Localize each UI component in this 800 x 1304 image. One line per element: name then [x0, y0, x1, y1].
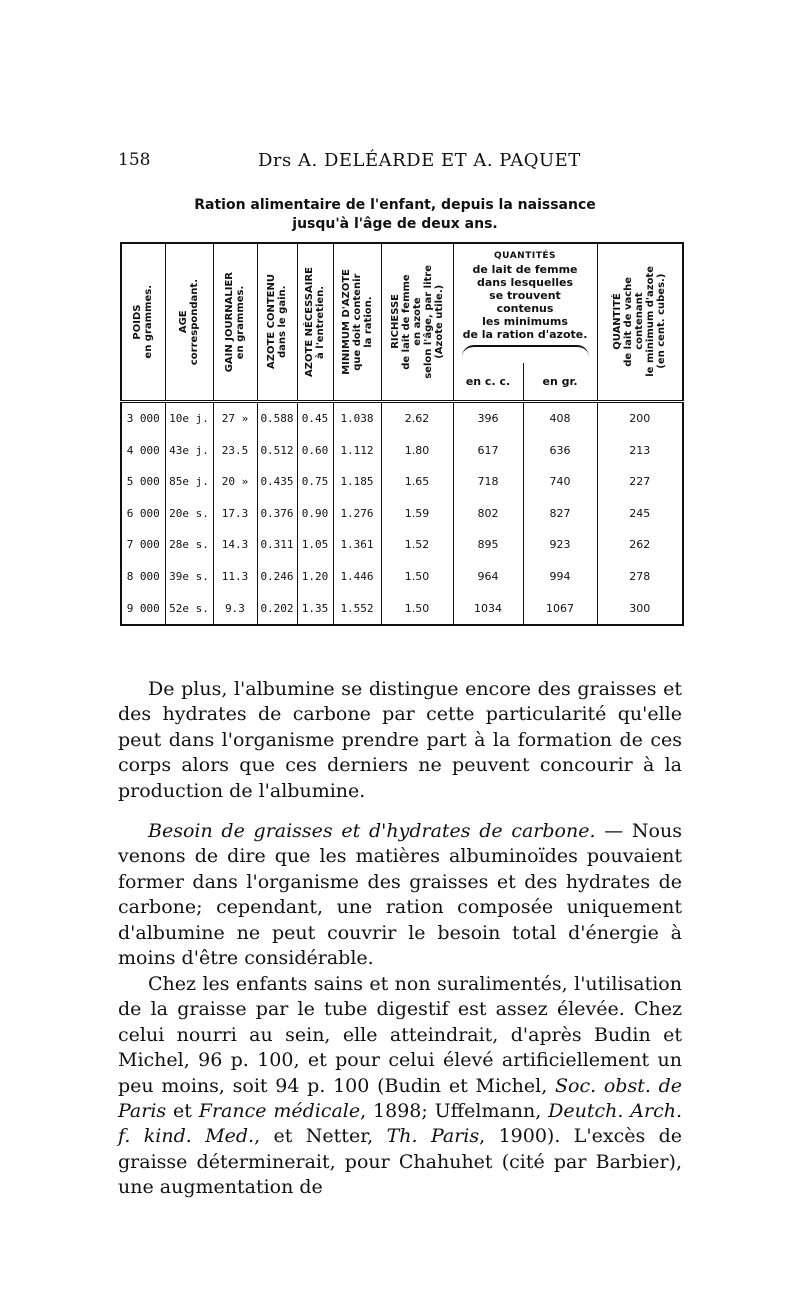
table-cell: 1.112 — [333, 434, 381, 466]
table-cell: 52e s. — [165, 592, 213, 625]
table-cell: 1034 — [453, 592, 523, 625]
caption-line-2: jusqu'à l'âge de deux ans. — [292, 216, 498, 232]
table-cell: 7 000 — [121, 529, 165, 561]
table-cell: 28e s. — [165, 529, 213, 561]
table-cell: 5 000 — [121, 466, 165, 498]
table-row — [121, 498, 683, 530]
table-cell: 1.361 — [333, 529, 381, 561]
table-cell: 1.552 — [333, 592, 381, 625]
table-cell: 23.5 — [213, 434, 257, 466]
table-cell: 27 » — [213, 401, 257, 434]
table-cell: 0.75 — [297, 466, 333, 498]
table-cell: 0.588 — [257, 401, 297, 434]
table-cell: 227 — [597, 466, 683, 498]
table-cell: 1.35 — [297, 592, 333, 625]
table-cell: 1.52 — [381, 529, 453, 561]
col-header-poids: POIDS en grammes. — [121, 243, 165, 401]
table-cell: 0.246 — [257, 561, 297, 593]
table-cell: 6 000 — [121, 498, 165, 530]
table-cell: 0.512 — [257, 434, 297, 466]
table-cell: 39e s. — [165, 561, 213, 593]
table-cell: 20e s. — [165, 498, 213, 530]
table-cell: 1.038 — [333, 401, 381, 434]
col-header-azote-contenu: AZOTE CONTENU dans le gain. — [257, 243, 297, 401]
col-group-quantites: QUANTITÉS de lait de femme dans lesquelles se trouvent contenus les minimums de la ration d'azote. — [453, 243, 597, 363]
table-cell: 262 — [597, 529, 683, 561]
table-cell: 636 — [523, 434, 597, 466]
table-cell: 4 000 — [121, 434, 165, 466]
table-cell: 994 — [523, 561, 597, 593]
table-cell: 0.90 — [297, 498, 333, 530]
table-row — [121, 592, 683, 625]
col-header-age: AGE correspondant. — [165, 243, 213, 401]
running-head: Drs A. DELÉARDE ET A. PAQUET — [258, 150, 581, 171]
table-cell: 1.276 — [333, 498, 381, 530]
table-cell: 0.202 — [257, 592, 297, 625]
table-cell: 14.3 — [213, 529, 257, 561]
table-cell: 802 — [453, 498, 523, 530]
paragraph-besoin-graisses: Besoin de graisses et d'hydrates de carbone. — Nous venons de dire que les matières albuminoïdes pouvaient former dans l'organisme des graisses et des hydrates de carbone; cependant, une ration composée uniquement d'albumine ne peut couvrir le besoin total d'énergie à moins d'être considérable. — [118, 820, 682, 970]
table-cell: 0.376 — [257, 498, 297, 530]
table-cell: 740 — [523, 466, 597, 498]
sub-header-gr: en gr. — [523, 363, 597, 401]
table-cell: 0.45 — [297, 401, 333, 434]
table-cell: 9 000 — [121, 592, 165, 625]
page-header — [118, 150, 688, 174]
ration-table — [120, 242, 682, 626]
table-row — [121, 561, 683, 593]
table-cell: 617 — [453, 434, 523, 466]
table-cell: 20 » — [213, 466, 257, 498]
table-row — [121, 529, 683, 561]
table-cell: 0.311 — [257, 529, 297, 561]
table-cell: 43e j. — [165, 434, 213, 466]
paragraph-albumine: De plus, l'albumine se distingue encore des graisses et des hydrates de carbone par cette particularité qu'elle peut dans l'organisme prendre part à la formation de ces corps alors que ces derniers ne peuvent concourir à la production de l'albumine. — [118, 678, 682, 802]
table-body — [121, 401, 683, 625]
table-cell: 200 — [597, 401, 683, 434]
table-cell: 923 — [523, 529, 597, 561]
table-row — [121, 434, 683, 466]
table-caption — [150, 196, 640, 234]
table-cell: 278 — [597, 561, 683, 593]
table-cell: 9.3 — [213, 592, 257, 625]
table-cell: 2.62 — [381, 401, 453, 434]
table-cell: 300 — [597, 592, 683, 625]
table-cell: 1.50 — [381, 592, 453, 625]
table-cell: 17.3 — [213, 498, 257, 530]
table-cell: 213 — [597, 434, 683, 466]
table-cell: 11.3 — [213, 561, 257, 593]
caption-line-1: Ration alimentaire de l'enfant, depuis la naissance — [194, 197, 596, 213]
col-header-minimum-azote: MINIMUM D'AZOTE que doit contenir la ration. — [333, 243, 381, 401]
col-header-richesse: RICHESSE de lait de femme en azote selon l'âge, par litre (Azote utile.) — [381, 243, 453, 401]
table-cell: 1.05 — [297, 529, 333, 561]
table-cell: 1.80 — [381, 434, 453, 466]
table-cell: 396 — [453, 401, 523, 434]
table-cell: 1.185 — [333, 466, 381, 498]
section-title: Besoin de graisses et d'hydrates de carbone. — [148, 820, 596, 842]
table-cell: 0.60 — [297, 434, 333, 466]
table-cell: 827 — [523, 498, 597, 530]
table-cell: 1.59 — [381, 498, 453, 530]
col-header-gain: GAIN JOURNALIER en grammes. — [213, 243, 257, 401]
table-row — [121, 466, 683, 498]
col-header-azote-necessaire: AZOTE NÉCESSAIRE à l'entretien. — [297, 243, 333, 401]
table-cell: 3 000 — [121, 401, 165, 434]
table-cell: 718 — [453, 466, 523, 498]
sub-header-cc: en c. c. — [453, 363, 523, 401]
table-cell: 895 — [453, 529, 523, 561]
table-cell: 10e j. — [165, 401, 213, 434]
table-cell: 0.435 — [257, 466, 297, 498]
col-header-lait-vache: QUANTITÉ de lait de vache contenant le minimum d'azote (en cent. cubes.) — [597, 243, 683, 401]
group-brace — [462, 345, 589, 357]
table-cell: 1.20 — [297, 561, 333, 593]
table-cell: 1.446 — [333, 561, 381, 593]
table-cell: 245 — [597, 498, 683, 530]
table-cell: 1.50 — [381, 561, 453, 593]
table-cell: 8 000 — [121, 561, 165, 593]
table-cell: 408 — [523, 401, 597, 434]
table-row — [121, 401, 683, 434]
table-cell: 85e j. — [165, 466, 213, 498]
table-cell: 964 — [453, 561, 523, 593]
paragraph-enfants-sains: Chez les enfants sains et non suralimentés, l'utilisation de la graisse par le tube digestif est assez élevée. Chez celui nourri au sein, elle atteindrait, d'après Budin et Michel, 96 p. 100, et pour celui élevé artificiellement un peu moins, soit 94 p. 100 (Budin et Michel, Soc. obst. de Paris et France médicale, 1898; Uffelmann, Deutch. Arch. f. kind. Med., et Netter, Th. Paris, 1900). L'excès de graisse déterminerait, pour Chahuhet (cité par Barbier), une augmentation de — [118, 973, 683, 1199]
table-cell: 1067 — [523, 592, 597, 625]
table-cell: 1.65 — [381, 466, 453, 498]
page-number: 158 — [118, 150, 151, 170]
